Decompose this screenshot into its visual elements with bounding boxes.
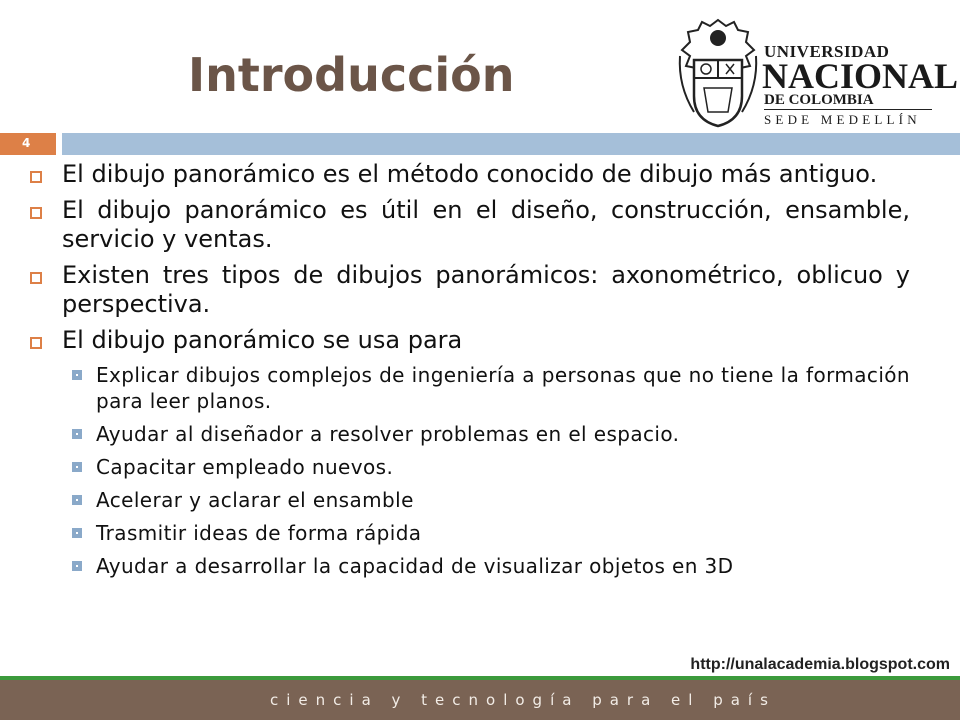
coat-of-arms-icon (676, 16, 760, 132)
sub-bullet-item (28, 520, 910, 546)
sub-bullet-text: Ayudar a desarrollar la capacidad de visualizar objetos en 3D (96, 554, 734, 578)
bullet-text: Existen tres tipos de dibujos panorámicos: axonométrico, oblicuo y perspectiva. (62, 261, 910, 318)
sub-bullet-item (28, 421, 910, 447)
footer-tagline: ciencia y tecnología para el país (270, 691, 776, 709)
filled-square-bullet-icon (72, 429, 82, 439)
logo-divider (764, 109, 932, 110)
bullet-text: El dibujo panorámico es el método conocido de dibujo más antiguo. (62, 160, 878, 188)
sub-bullet-item (28, 362, 910, 414)
slide-content (28, 160, 910, 586)
sub-bullet-text: Explicar dibujos complejos de ingeniería a personas que no tiene la formación para leer planos. (96, 363, 910, 413)
footer-bar (0, 680, 960, 720)
filled-square-bullet-icon (72, 370, 82, 380)
sub-bullet-text: Ayudar al diseñador a resolver problemas en el espacio. (96, 422, 680, 446)
slide-title: Introducción (188, 48, 515, 102)
square-bullet-icon (30, 337, 42, 349)
bullet-item (28, 326, 910, 355)
bullet-text: El dibujo panorámico se usa para (62, 326, 463, 354)
filled-square-bullet-icon (72, 462, 82, 472)
bullet-item (28, 196, 910, 254)
sub-bullet-item (28, 553, 910, 579)
sub-bullet-text: Capacitar empleado nuevos. (96, 455, 394, 479)
filled-square-bullet-icon (72, 561, 82, 571)
logo-nacional-text: NACIONAL (762, 56, 959, 96)
bullet-item (28, 261, 910, 319)
slide-number: 4 (22, 136, 31, 150)
slide-number-box (0, 133, 56, 155)
sub-bullet-text: Acelerar y aclarar el ensamble (96, 488, 414, 512)
bullet-text: El dibujo panorámico es útil en el diseño, construcción, ensamble, servicio y ventas. (62, 196, 910, 253)
sub-bullet-item (28, 487, 910, 513)
bullet-item (28, 160, 910, 189)
filled-square-bullet-icon (72, 495, 82, 505)
sub-bullet-text: Trasmitir ideas de forma rápida (96, 521, 422, 545)
watermark-url: http://unalacademia.blogspot.com (690, 656, 950, 673)
sub-bullet-item (28, 454, 910, 480)
filled-square-bullet-icon (72, 528, 82, 538)
header-bar (62, 133, 960, 155)
square-bullet-icon (30, 171, 42, 183)
logo-sede-text: SEDE MEDELLÍN (764, 112, 921, 127)
logo-university-text: UNIVERSIDAD (764, 42, 890, 61)
square-bullet-icon (30, 207, 42, 219)
square-bullet-icon (30, 272, 42, 284)
university-logo (676, 16, 959, 132)
logo-colombia-text: DE COLOMBIA (764, 92, 874, 108)
